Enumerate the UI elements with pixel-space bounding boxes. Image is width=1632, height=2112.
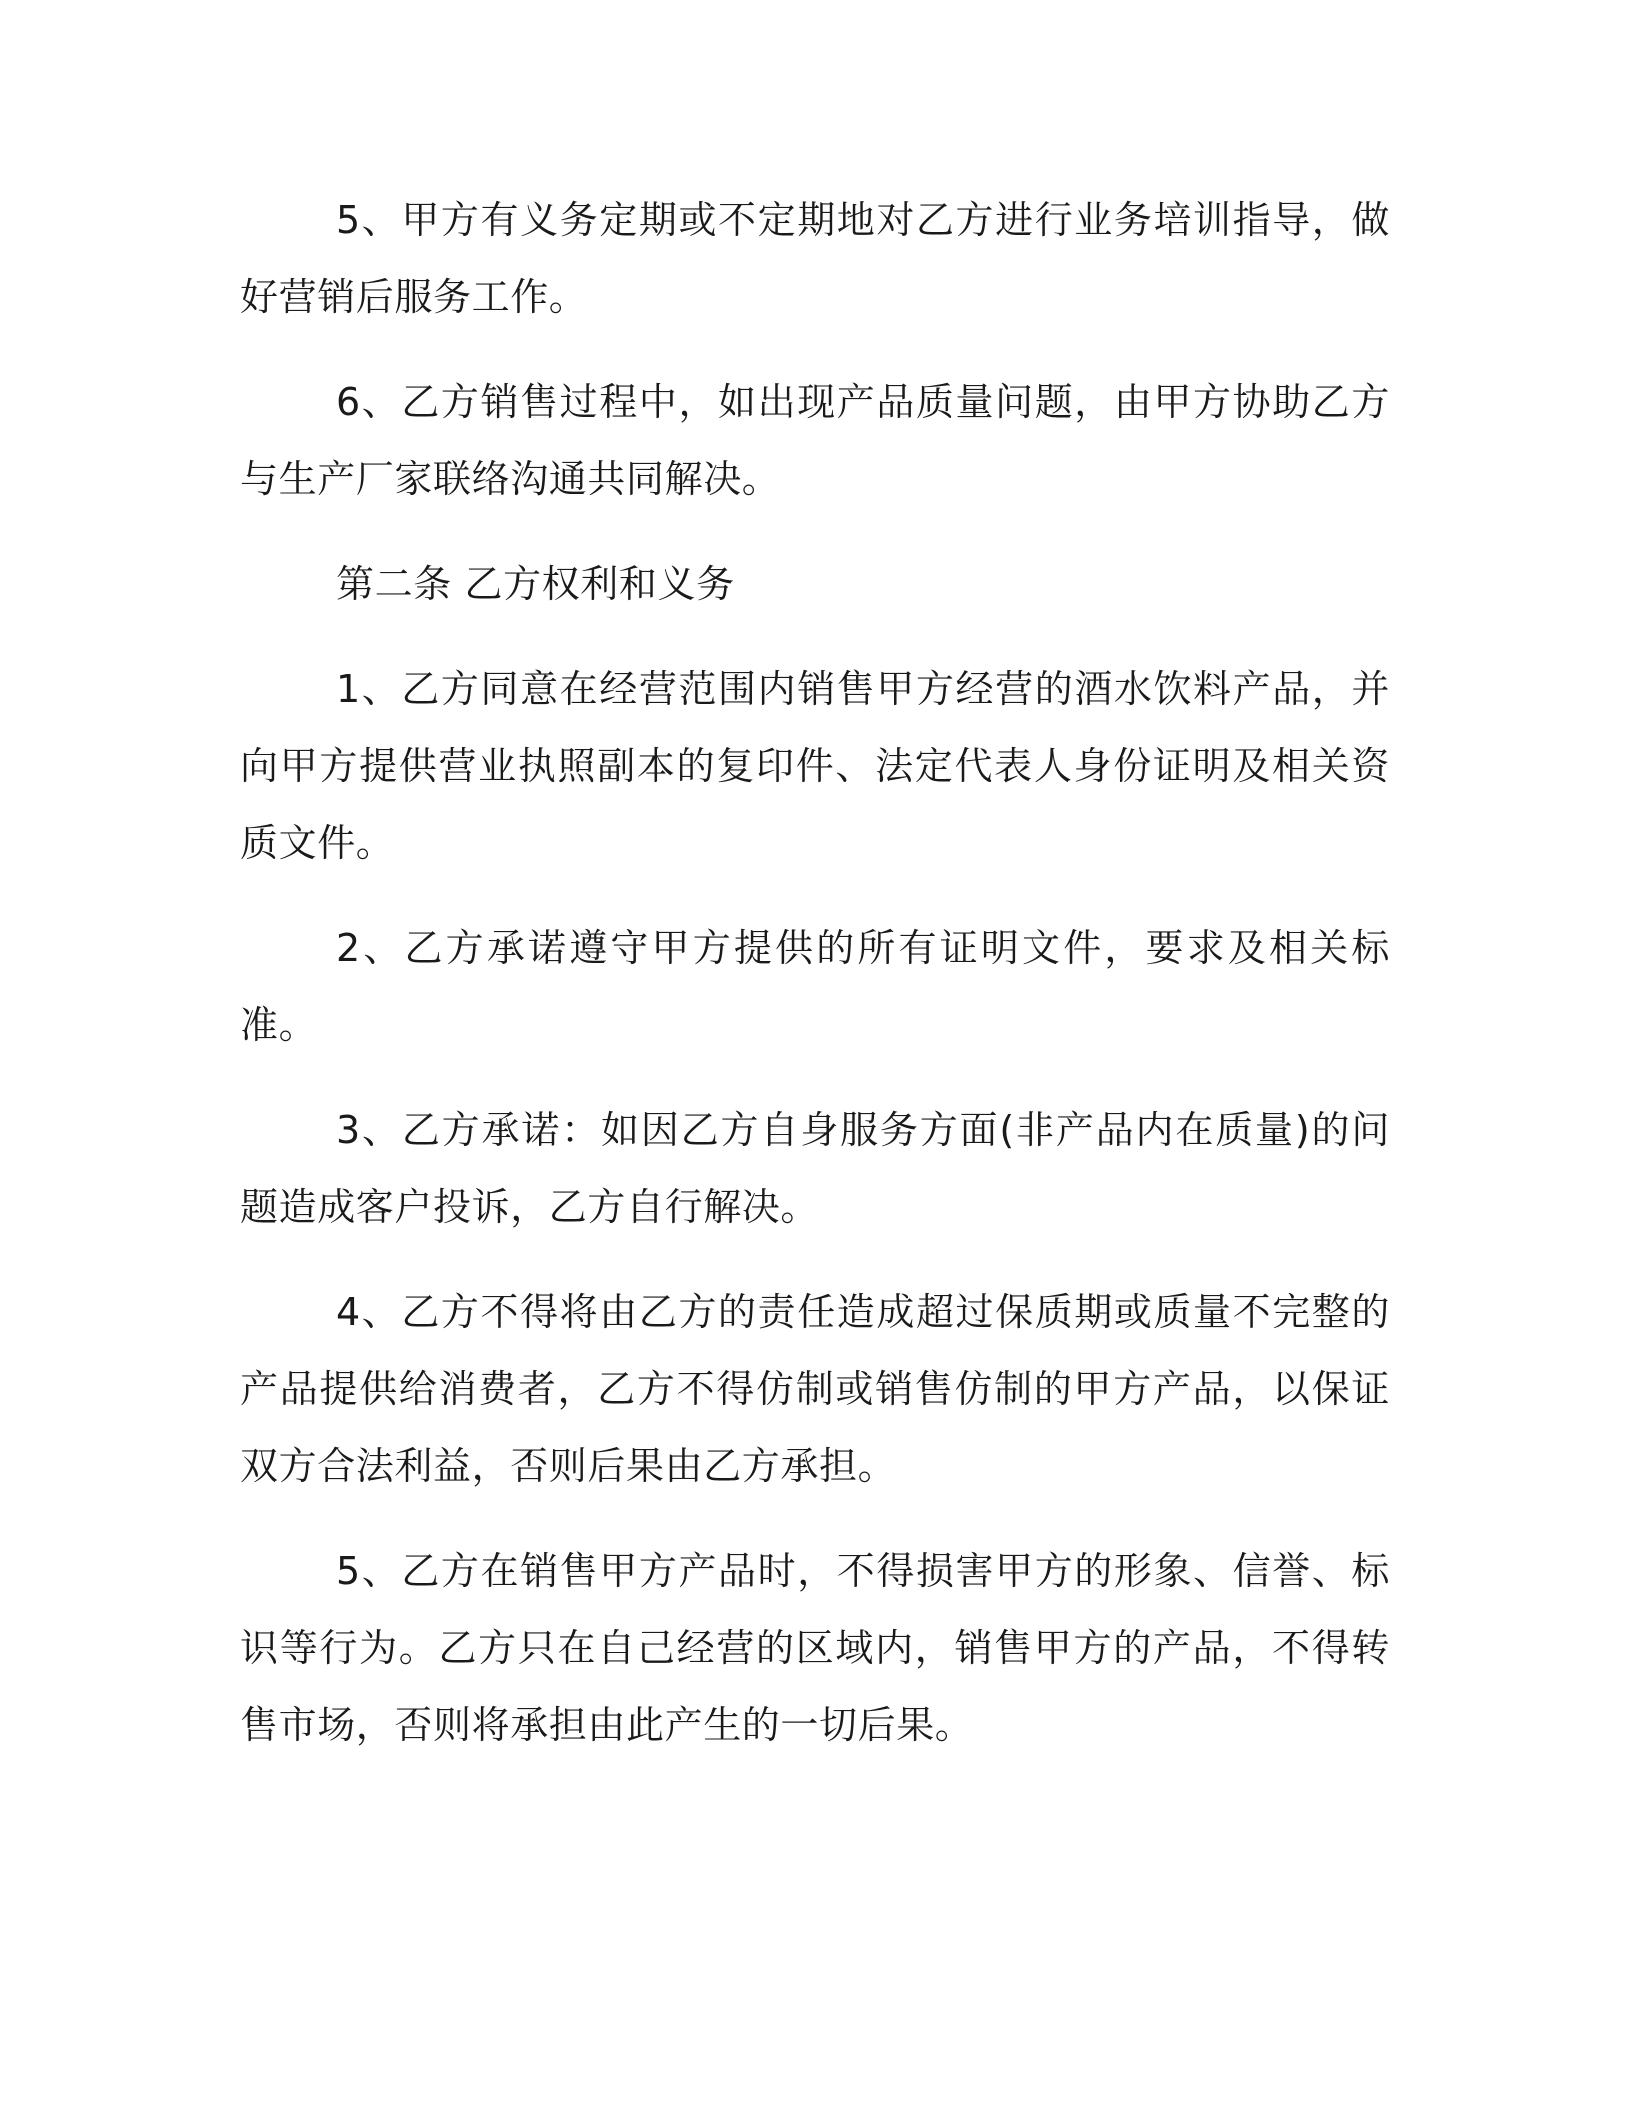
paragraph-party-b-item-1: 1、乙方同意在经营范围内销售甲方经营的酒水饮料产品，并向甲方提供营业执照副本的复印件、法定代表人身份证明及相关资质文件。 bbox=[240, 667, 1390, 865]
paragraph-party-a-item-6: 6、乙方销售过程中，如出现产品质量问题，由甲方协助乙方与生产厂家联络沟通共同解决。 bbox=[240, 380, 1390, 501]
paragraph-party-b-item-2: 2、乙方承诺遵守甲方提供的所有证明文件，要求及相关标准。 bbox=[240, 926, 1390, 1047]
document-body bbox=[240, 182, 1390, 1792]
paragraph-party-b-item-3: 3、乙方承诺：如因乙方自身服务方面(非产品内在质量)的问题造成客户投诉，乙方自行解决。 bbox=[240, 1108, 1390, 1229]
paragraph-party-b-item-5: 5、乙方在销售甲方产品时，不得损害甲方的形象、信誉、标识等行为。乙方只在自己经营的区域内，销售甲方的产品，不得转售市场，否则将承担由此产生的一切后果。 bbox=[240, 1549, 1390, 1747]
paragraph-party-a-item-5: 5、甲方有义务定期或不定期地对乙方进行业务培训指导，做好营销后服务工作。 bbox=[240, 198, 1390, 319]
section-heading: 第二条 乙方权利和义务 bbox=[336, 562, 735, 606]
paragraph-party-b-item-4: 4、乙方不得将由乙方的责任造成超过保质期或质量不完整的产品提供给消费者，乙方不得仿制或销售仿制的甲方产品，以保证双方合法利益，否则后果由乙方承担。 bbox=[240, 1290, 1390, 1488]
